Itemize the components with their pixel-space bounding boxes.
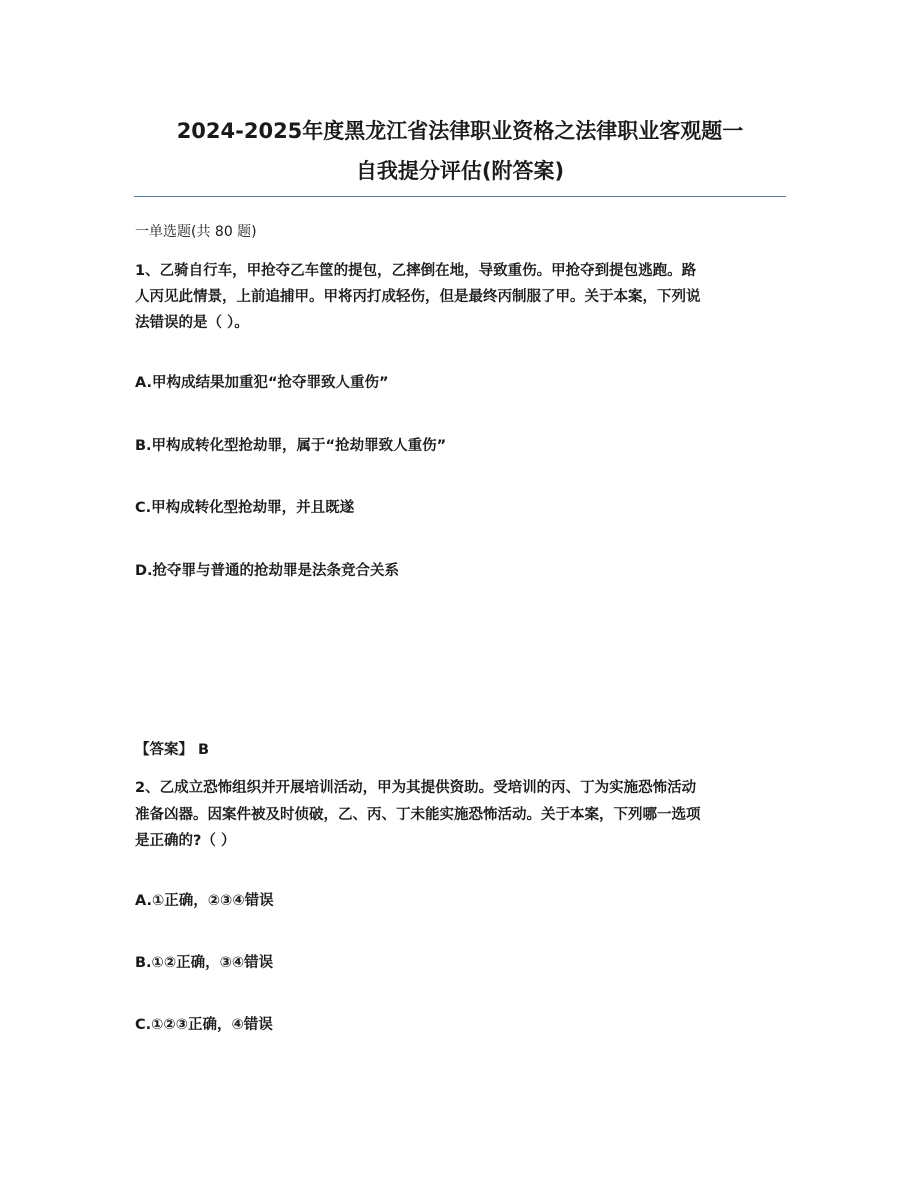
question-2-option-c: C.①②③正确，④错误	[135, 1017, 273, 1033]
question-2-option-b: B.①②正确，③④错误	[135, 955, 274, 971]
question-2-stem-line-3: 是正确的?（ ）	[135, 833, 236, 849]
question-1-stem-line-2: 人丙见此情景，上前追捕甲。甲将丙打成轻伤，但是最终丙制服了甲。关于本案，下列说	[135, 289, 701, 305]
question-1-option-b: B.甲构成转化型抢劫罪，属于“抢劫罪致人重伤”	[135, 438, 447, 454]
document-title-line-2: 自我提分评估(附答案)	[355, 159, 565, 183]
question-1-stem-line-1: 1、乙骑自行车，甲抢夺乙车筐的提包，乙摔倒在地，导致重伤。甲抢夺到提包逃跑。路	[135, 263, 697, 279]
title-divider	[134, 196, 786, 197]
question-1-option-d: D.抢夺罪与普通的抢劫罪是法条竞合关系	[135, 563, 400, 579]
question-2-stem-line-2: 准备凶器。因案件被及时侦破，乙、丙、丁未能实施恐怖活动。关于本案，下列哪一选项	[135, 807, 701, 823]
question-2-option-a: A.①正确，②③④错误	[135, 893, 274, 909]
question-1-option-a: A.甲构成结果加重犯“抢夺罪致人重伤”	[135, 375, 389, 391]
section-heading: 一单选题(共 80 题)	[135, 224, 257, 240]
question-1-stem-line-3: 法错误的是（ ）。	[135, 315, 249, 331]
document-title-line-1: 2024-2025年度黑龙江省法律职业资格之法律职业客观题一	[176, 119, 744, 143]
question-1-option-c: C.甲构成转化型抢劫罪，并且既遂	[135, 500, 355, 516]
question-1-answer: 【答案】 B	[135, 742, 210, 758]
question-2-stem-line-1: 2、乙成立恐怖组织并开展培训活动，甲为其提供资助。受培训的丙、丁为实施恐怖活动	[135, 780, 697, 796]
